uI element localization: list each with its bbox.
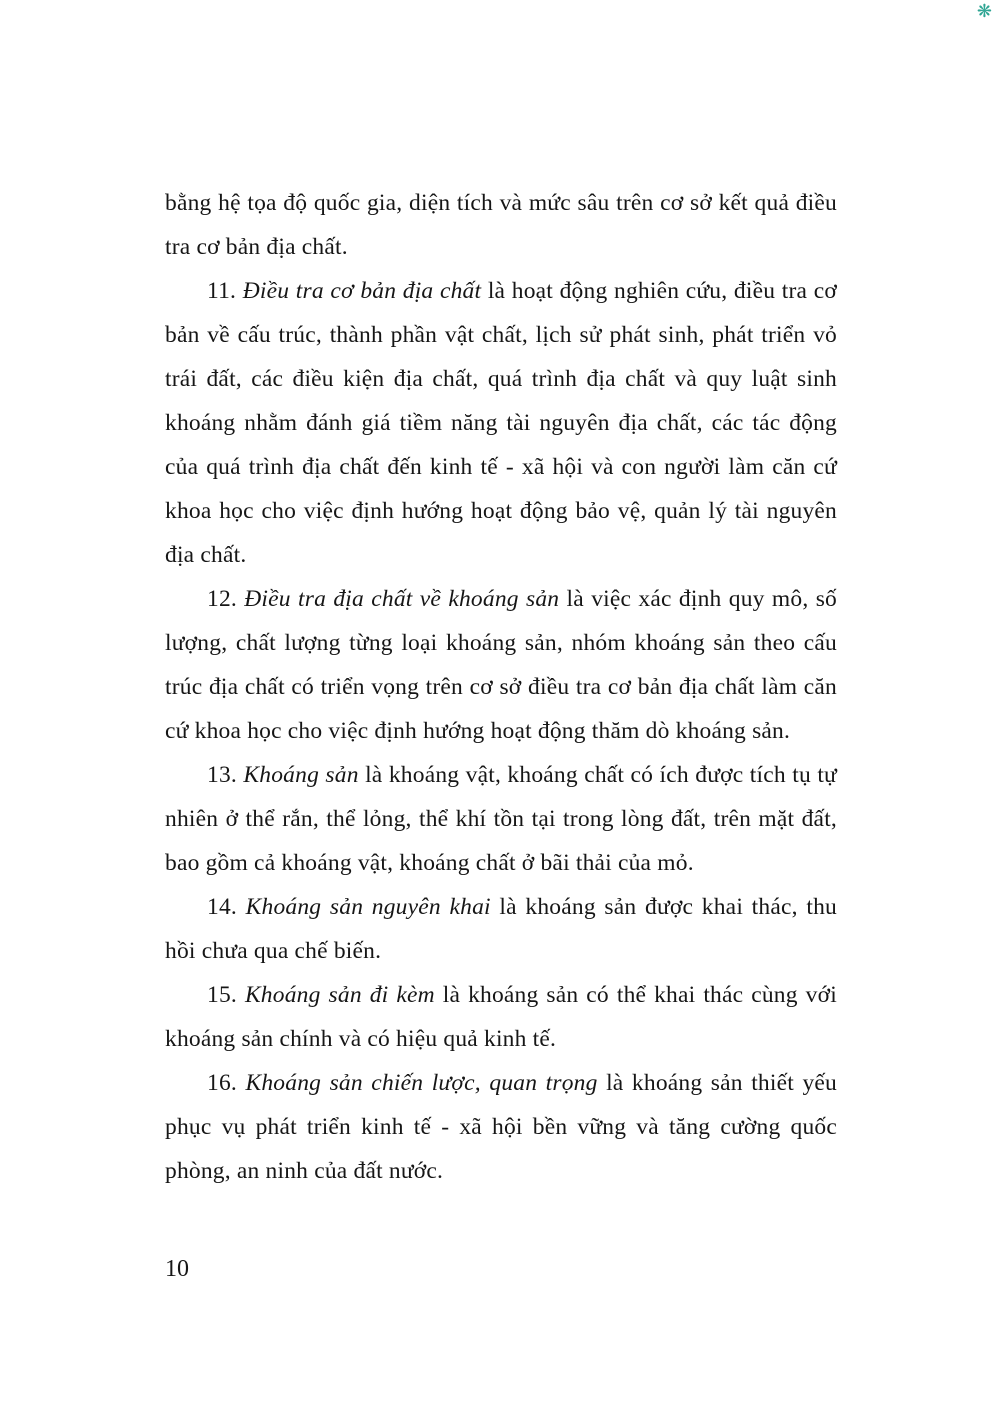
floral-asterisk-icon: ❋	[976, 1, 992, 21]
paragraph-item-11	[165, 269, 837, 577]
term-italic: Điều tra địa chất về khoáng sản	[244, 586, 560, 612]
item-text: là việc xác định quy mô, số lượng, chất lượng từng loại khoáng sản, nhóm khoáng sản theo cấu trúc địa chất có triển vọng trên cơ sở điều tra cơ bản địa chất làm căn cứ khoa học cho việc định hướng hoạt động thăm dò khoáng sản.	[165, 586, 837, 744]
item-number: 13.	[207, 762, 244, 788]
term-italic: Khoáng sản đi kèm	[244, 982, 435, 1008]
item-number: 14.	[207, 894, 246, 920]
item-text: là khoáng sản có thể khai thác cùng với khoáng sản chính và có hiệu quả kinh tế.	[165, 982, 837, 1052]
paragraph-item-16	[165, 1061, 837, 1193]
page-content	[165, 181, 837, 1193]
paragraph-item-14	[165, 885, 837, 973]
item-number: 12.	[207, 586, 245, 612]
paragraph-item-12	[165, 577, 837, 753]
paragraph-item-15	[165, 973, 837, 1061]
term-italic: Khoáng sản nguyên khai	[245, 894, 491, 920]
item-number: 11.	[207, 278, 243, 304]
term-italic: Khoáng sản	[243, 762, 359, 788]
page-number: 10	[165, 1256, 189, 1282]
term-italic: Điều tra cơ bản địa chất	[242, 278, 482, 304]
item-text: là khoáng sản thiết yếu phục vụ phát triển kinh tế - xã hội bền vững và tăng cường quốc phòng, an ninh của đất nước.	[165, 1070, 837, 1184]
item-text: là khoáng sản được khai thác, thu hồi chưa qua chế biến.	[165, 894, 837, 964]
term-italic: Khoáng sản chiến lược, quan trọng	[245, 1070, 598, 1096]
item-number: 15.	[207, 982, 245, 1008]
item-text: là hoạt động nghiên cứu, điều tra cơ bản về cấu trúc, thành phần vật chất, lịch sử phát sinh, phát triển vỏ trái đất, các điều kiện địa chất, quá trình địa chất và quy luật sinh khoáng nhằm đánh giá tiềm năng tài nguyên địa chất, các tác động của quá trình địa chất đến kinh tế - xã hội và con người làm căn cứ khoa học cho việc định hướng hoạt động bảo vệ, quản lý tài nguyên địa chất.	[165, 278, 837, 568]
item-text: là khoáng vật, khoáng chất có ích được tích tụ tự nhiên ở thể rắn, thể lỏng, thể khí tồn tại trong lòng đất, trên mặt đất, bao gồm cả khoáng vật, khoáng chất ở bãi thải của mỏ.	[165, 762, 837, 876]
paragraph-continuation	[165, 181, 837, 269]
paragraph-item-13	[165, 753, 837, 885]
paragraph-text: bằng hệ tọa độ quốc gia, diện tích và mức sâu trên cơ sở kết quả điều tra cơ bản địa chất.	[165, 190, 837, 260]
item-number: 16.	[207, 1070, 246, 1096]
